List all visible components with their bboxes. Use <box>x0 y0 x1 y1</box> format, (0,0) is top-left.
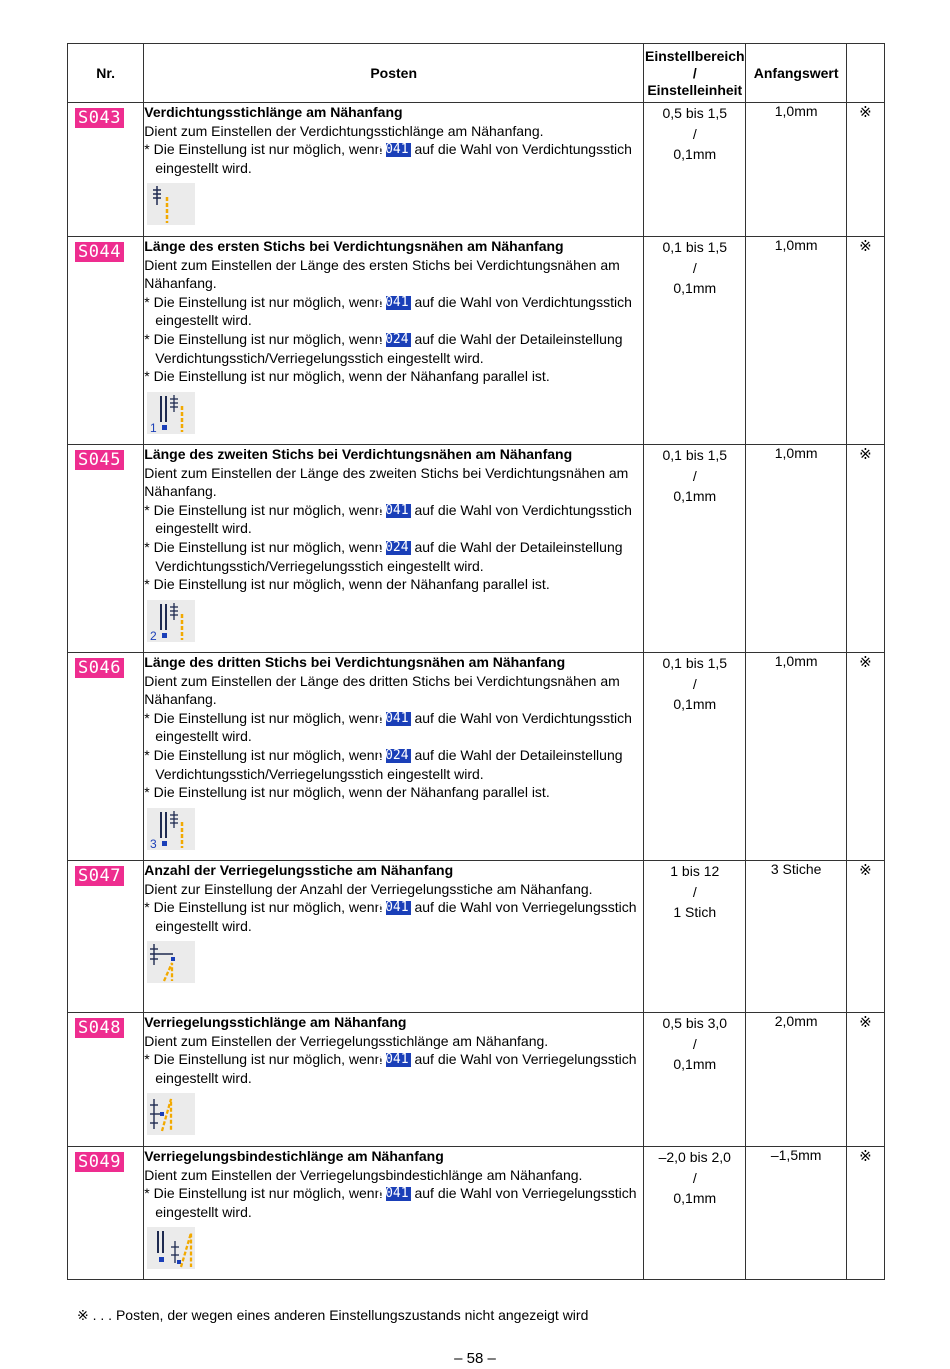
table-row <box>68 653 885 861</box>
range-value: 0,1 bis 1,5 <box>662 239 728 255</box>
header-range-line2: / <box>692 64 697 81</box>
initial-value: 1,0mm <box>746 237 846 445</box>
item-title: Länge des zweiten Stichs bei Verdichtungsnähen am Nähanfang <box>144 446 573 462</box>
ref-tag: U024 <box>377 539 409 555</box>
item-description: Dient zum Einstellen der Länge des ersten Stichs bei Verdichtungsnähen am Nähanfang. <box>144 256 620 292</box>
settings-table <box>67 43 885 1280</box>
hidden-mark: ※ <box>846 445 884 653</box>
range-value: 0,5 bis 3,0 <box>662 1015 728 1031</box>
item-note: * Die Einstellung ist nur möglich, wenn S041 auf die Wahl von Verdichtungsstich eingestellt wird. <box>144 709 632 745</box>
item-note: * Die Einstellung ist nur möglich, wenn U024 auf die Wahl der Detaileinstellung Verdichtungsstich/Verriegelungsstich eingestellt wird. <box>144 538 623 574</box>
item-title: Länge des ersten Stichs bei Verdichtungsnähen am Nähanfang <box>144 238 564 254</box>
range-value: 0,1 bis 1,5 <box>662 447 728 463</box>
item-title: Anzahl der Verriegelungsstiche am Nähanfang <box>144 862 454 878</box>
initial-value: 2,0mm <box>746 1013 846 1147</box>
third-stitch-icon <box>147 808 195 850</box>
ref-tag: S041 <box>377 1052 409 1068</box>
item-title: Verriegelungsstichlänge am Nähanfang <box>144 1014 407 1030</box>
item-title: Verriegelungsbindestichlänge am Nähanfang <box>144 1148 444 1164</box>
header-initial: Anfangswert <box>746 44 846 103</box>
header-mark <box>846 44 884 103</box>
table-row <box>68 103 885 237</box>
range-value: 0,5 bis 1,5 <box>662 105 728 121</box>
range-unit: 0,1mm <box>673 696 717 712</box>
item-note: * Die Einstellung ist nur möglich, wenn S041 auf die Wahl von Verriegelungsstich eingestellt wird. <box>144 1051 637 1086</box>
table-row <box>68 237 885 445</box>
footnote: ※ . . . Posten, der wegen eines anderen Einstellungszustands nicht angezeigt wird <box>77 1307 589 1323</box>
hidden-mark: ※ <box>846 1147 884 1280</box>
table-row <box>68 1147 885 1280</box>
hidden-mark: ※ <box>846 1013 884 1147</box>
ref-tag: S041 <box>377 142 409 158</box>
item-description: Dient zum Einstellen der Länge des zweiten Stichs bei Verdichtungsnähen am Nähanfang. <box>144 464 629 500</box>
item-note: * Die Einstellung ist nur möglich, wenn der Nähanfang parallel ist. <box>144 368 550 385</box>
ref-tag: U024 <box>377 331 409 347</box>
initial-value: 3 Stiche <box>746 861 846 1013</box>
item-note: * Die Einstellung ist nur möglich, wenn U024 auf die Wahl der Detaileinstellung Verdichtungsstich/Verriegelungsstich eingestellt wird. <box>144 746 623 782</box>
header-posten: Posten <box>144 44 644 103</box>
item-note: * Die Einstellung ist nur möglich, wenn U024 auf die Wahl der Detaileinstellung Verdichtungsstich/Verriegelungsstich eingestellt wird. <box>144 330 623 366</box>
condensed-stitch-icon <box>147 183 195 225</box>
tack-length-icon <box>147 1093 195 1135</box>
range-value: –2,0 bis 2,0 <box>658 1149 731 1165</box>
second-stitch-icon <box>147 600 195 642</box>
range-separator: / <box>692 675 697 692</box>
ref-tag: S041 <box>377 710 409 726</box>
hidden-mark: ※ <box>846 103 884 237</box>
table-row <box>68 861 885 1013</box>
range-separator: / <box>692 1169 697 1186</box>
code-badge: S043 <box>75 108 124 128</box>
range-unit: 1 Stich <box>673 904 717 920</box>
range-separator: / <box>692 259 697 276</box>
item-note: * Die Einstellung ist nur möglich, wenn S041 auf die Wahl von Verdichtungsstich eingestellt wird. <box>144 293 632 329</box>
table-row <box>68 445 885 653</box>
code-badge: S045 <box>75 450 124 470</box>
initial-value: –1,5mm <box>746 1147 846 1280</box>
item-note: * Die Einstellung ist nur möglich, wenn S041 auf die Wahl von Verdichtungsstich eingestellt wird. <box>144 141 632 176</box>
range-unit: 0,1mm <box>673 488 717 504</box>
item-title: Länge des dritten Stichs bei Verdichtungsnähen am Nähanfang <box>144 654 566 670</box>
ref-tag: S041 <box>377 502 409 518</box>
item-note: * Die Einstellung ist nur möglich, wenn S041 auf die Wahl von Verdichtungsstich eingestellt wird. <box>144 501 632 537</box>
item-description: Dient zum Einstellen der Verriegelungsbindestichlänge am Nähanfang. <box>144 1166 583 1183</box>
code-badge: S048 <box>75 1018 124 1038</box>
svg-text:2: 2 <box>150 628 157 642</box>
svg-text:1: 1 <box>150 420 157 434</box>
range-value: 1 bis 12 <box>670 863 720 879</box>
range-unit: 0,1mm <box>673 146 717 162</box>
first-stitch-icon <box>147 392 195 434</box>
ref-tag: S041 <box>377 1186 409 1202</box>
header-range-line1: Einstellbereich <box>644 47 745 64</box>
code-badge: S049 <box>75 1152 124 1172</box>
range-separator: / <box>692 1035 697 1052</box>
tack-count-icon <box>147 941 195 983</box>
svg-text:3: 3 <box>150 836 157 850</box>
item-description: Dient zur Einstellung der Anzahl der Verriegelungsstiche am Nähanfang. <box>144 880 593 897</box>
initial-value: 1,0mm <box>746 653 846 861</box>
initial-value: 1,0mm <box>746 445 846 653</box>
item-description: Dient zum Einstellen der Verdichtungsstichlänge am Nähanfang. <box>144 122 544 139</box>
table-row <box>68 1013 885 1147</box>
hidden-mark: ※ <box>846 861 884 1013</box>
table-header-row <box>68 44 885 103</box>
item-description: Dient zum Einstellen der Verriegelungsstichlänge am Nähanfang. <box>144 1032 549 1049</box>
item-note: * Die Einstellung ist nur möglich, wenn der Nähanfang parallel ist. <box>144 784 550 801</box>
hidden-mark: ※ <box>846 237 884 445</box>
item-note: * Die Einstellung ist nur möglich, wenn S041 auf die Wahl von Verriegelungsstich eingestellt wird. <box>144 1185 637 1220</box>
tack-binding-icon <box>147 1227 195 1269</box>
item-description: Dient zum Einstellen der Länge des dritten Stichs bei Verdichtungsnähen am Nähanfang. <box>144 672 620 708</box>
page-number: – 58 – <box>454 1350 496 1367</box>
range-unit: 0,1mm <box>673 280 717 296</box>
item-title: Verdichtungsstichlänge am Nähanfang <box>144 104 403 120</box>
item-note: * Die Einstellung ist nur möglich, wenn S041 auf die Wahl von Verriegelungsstich eingestellt wird. <box>144 899 637 934</box>
hidden-mark: ※ <box>846 653 884 861</box>
code-badge: S046 <box>75 658 124 678</box>
ref-tag: U024 <box>377 747 409 763</box>
range-value: 0,1 bis 1,5 <box>662 655 728 671</box>
item-note: * Die Einstellung ist nur möglich, wenn der Nähanfang parallel ist. <box>144 576 550 593</box>
range-unit: 0,1mm <box>673 1056 717 1072</box>
range-separator: / <box>692 467 697 484</box>
header-range <box>644 44 746 103</box>
range-separator: / <box>692 883 697 900</box>
range-separator: / <box>692 125 697 142</box>
ref-tag: S041 <box>377 294 409 310</box>
code-badge: S044 <box>75 242 124 262</box>
code-badge: S047 <box>75 866 124 886</box>
initial-value: 1,0mm <box>746 103 846 237</box>
header-range-line3: Einstelleinheit <box>647 81 743 98</box>
header-nr: Nr. <box>68 44 144 103</box>
range-unit: 0,1mm <box>673 1190 717 1206</box>
ref-tag: S041 <box>377 900 409 916</box>
